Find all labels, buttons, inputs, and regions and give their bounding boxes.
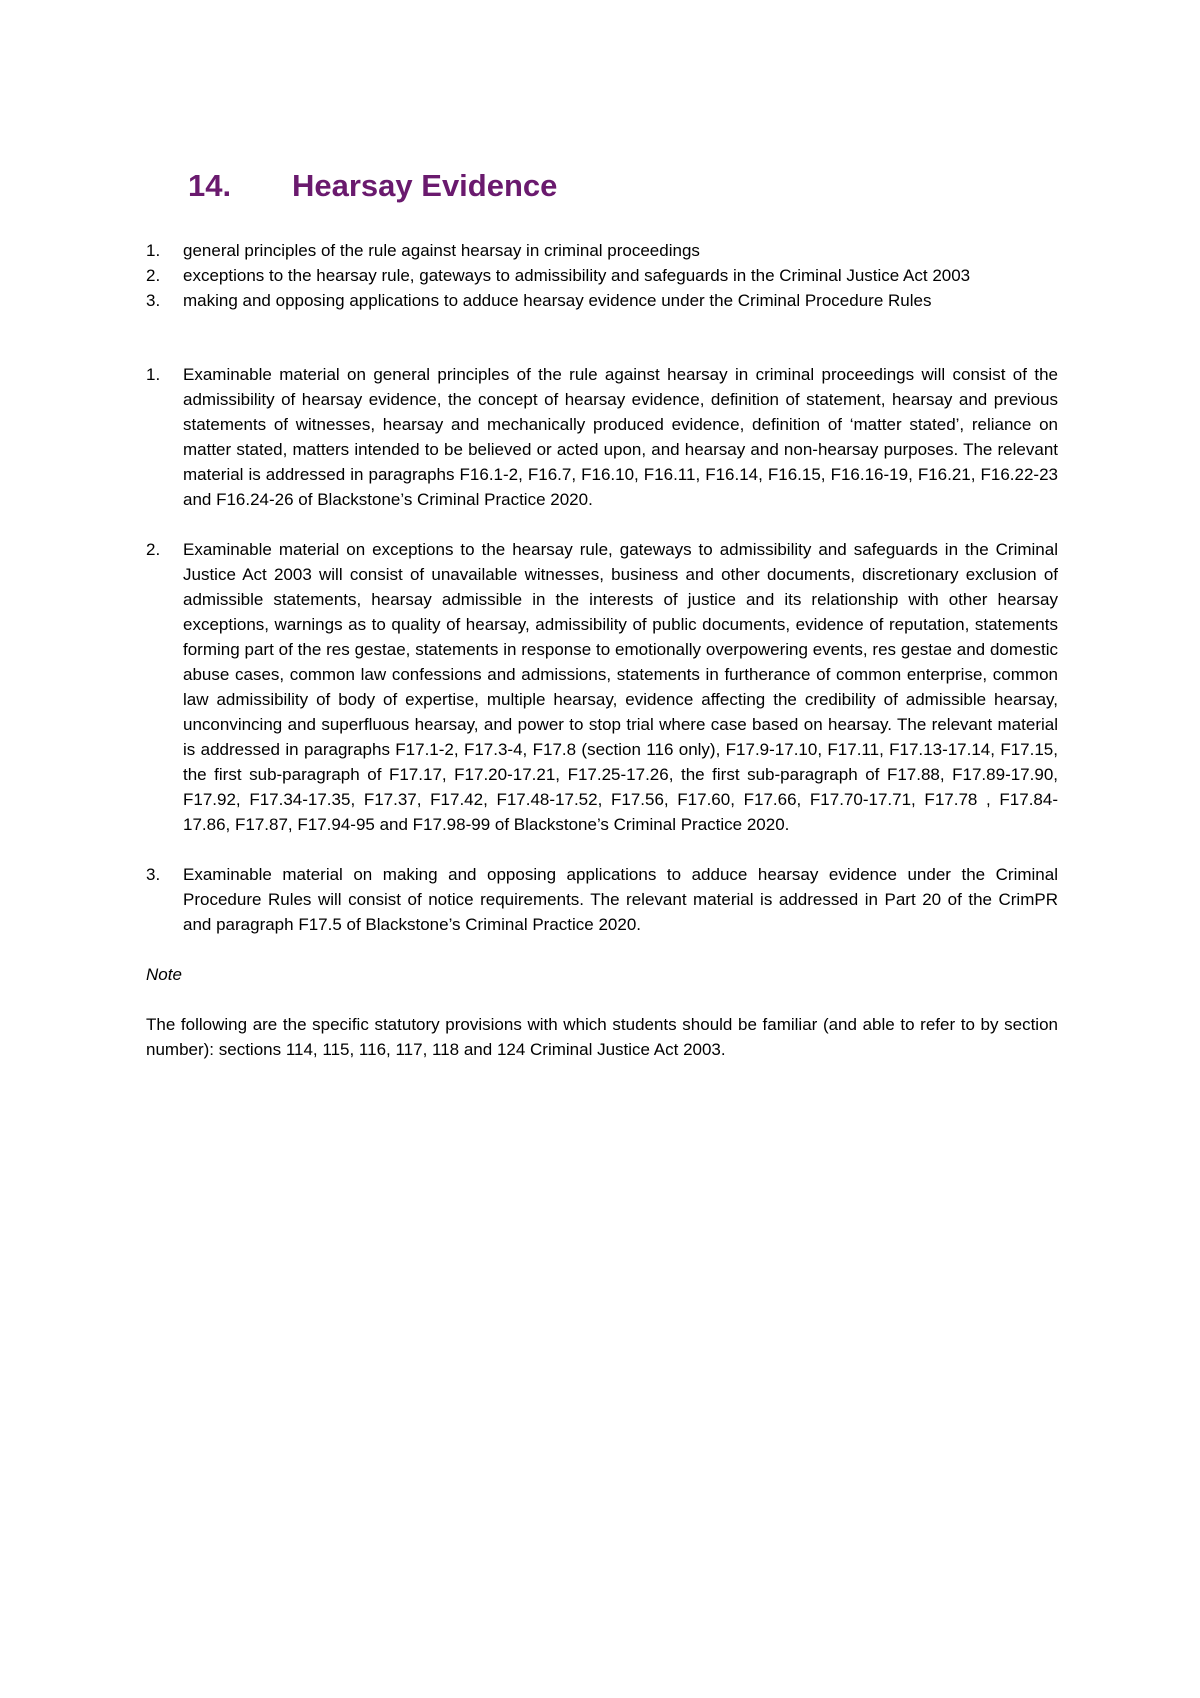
list-item-number: 2. xyxy=(146,266,161,285)
section-paragraph xyxy=(146,862,1058,937)
chapter-number: 14. xyxy=(188,168,232,203)
chapter-title: Hearsay Evidence xyxy=(292,168,558,203)
list-item xyxy=(146,288,1066,313)
section-number: 3. xyxy=(146,865,161,884)
list-item xyxy=(146,238,1066,263)
note-text: The following are the specific statutory provisions with which students should be familiar (and able to refer to by section number): sections 114, 115, 116, 117, 118 and 124 Criminal Justice Act 2003. xyxy=(146,1015,1058,1059)
section-number: 1. xyxy=(146,365,161,384)
list-item xyxy=(146,263,1066,288)
section-number: 2. xyxy=(146,540,161,559)
section-paragraph xyxy=(146,362,1058,512)
section-text: Examinable material on general principles of the rule against hearsay in criminal proceedings will consist of the admissibility of hearsay evidence, the concept of hearsay evidence, definition of statement, hearsay and previous statements of witnesses, hearsay and mechanically produced evidence, definition of ‘matter stated’, reliance on matter stated, matters intended to be believed or acted upon, and hearsay and non-hearsay purposes. The relevant material is addressed in paragraphs F16.1-2, F16.7, F16.10, F16.11, F16.14, F16.15, F16.16-19, F16.21, F16.22-23 and F16.24-26 of Blackstone’s Criminal Practice 2020. xyxy=(183,365,1058,509)
section-text: Examinable material on making and opposing applications to adduce hearsay evidence under the Criminal Procedure Rules will consist of notice requirements. The relevant material is addressed in Part 20 of the CrimPR and paragraph F17.5 of Blackstone’s Criminal Practice 2020. xyxy=(183,865,1058,934)
section-text: Examinable material on exceptions to the hearsay rule, gateways to admissibility and safeguards in the Criminal Justice Act 2003 will consist of unavailable witnesses, business and other documents, discretionary exclusion of admissible statements, hearsay admissible in the interests of justice and its relationship with other hearsay exceptions, warnings as to quality of hearsay, admissibility of public documents, evidence of reputation, statements forming part of the res gestae, statements in response to emotionally overpowering events, res gestae and domestic abuse cases, common law confessions and admissions, statements in furtherance of common enterprise, common law admissibility of body of expertise, multiple hearsay, evidence affecting the credibility of admissible hearsay, unconvincing and superfluous hearsay, and power to stop trial where case based on hearsay. The relevant material is addressed in paragraphs F17.1-2, F17.3-4, F17.8 (section 116 only), F17.9-17.10, F17.11, F17.13-17.14, F17.15, the first sub-paragraph of F17.17, F17.20-17.21, F17.25-17.26, the first sub-paragraph of F17.88, F17.89-17.90, F17.92, F17.34-17.35, F17.37, F17.42, F17.48-17.52, F17.56, F17.60, F17.66, F17.70-17.71, F17.78 , F17.84-17.86, F17.87, F17.94-95 and F17.98-99 of Blackstone’s Criminal Practice 2020. xyxy=(183,540,1058,834)
list-item-number: 1. xyxy=(146,241,161,260)
chapter-heading xyxy=(188,166,557,206)
list-item-text: making and opposing applications to adduce hearsay evidence under the Criminal Procedure Rules xyxy=(183,291,932,310)
list-item-number: 3. xyxy=(146,291,161,310)
section-list xyxy=(146,362,1058,1062)
list-item-text: general principles of the rule against hearsay in criminal proceedings xyxy=(183,241,700,260)
topic-list xyxy=(146,238,1066,313)
note-label: Note xyxy=(146,965,182,984)
section-paragraph xyxy=(146,537,1058,837)
list-item-text: exceptions to the hearsay rule, gateways to admissibility and safeguards in the Criminal Justice Act 2003 xyxy=(183,266,971,285)
